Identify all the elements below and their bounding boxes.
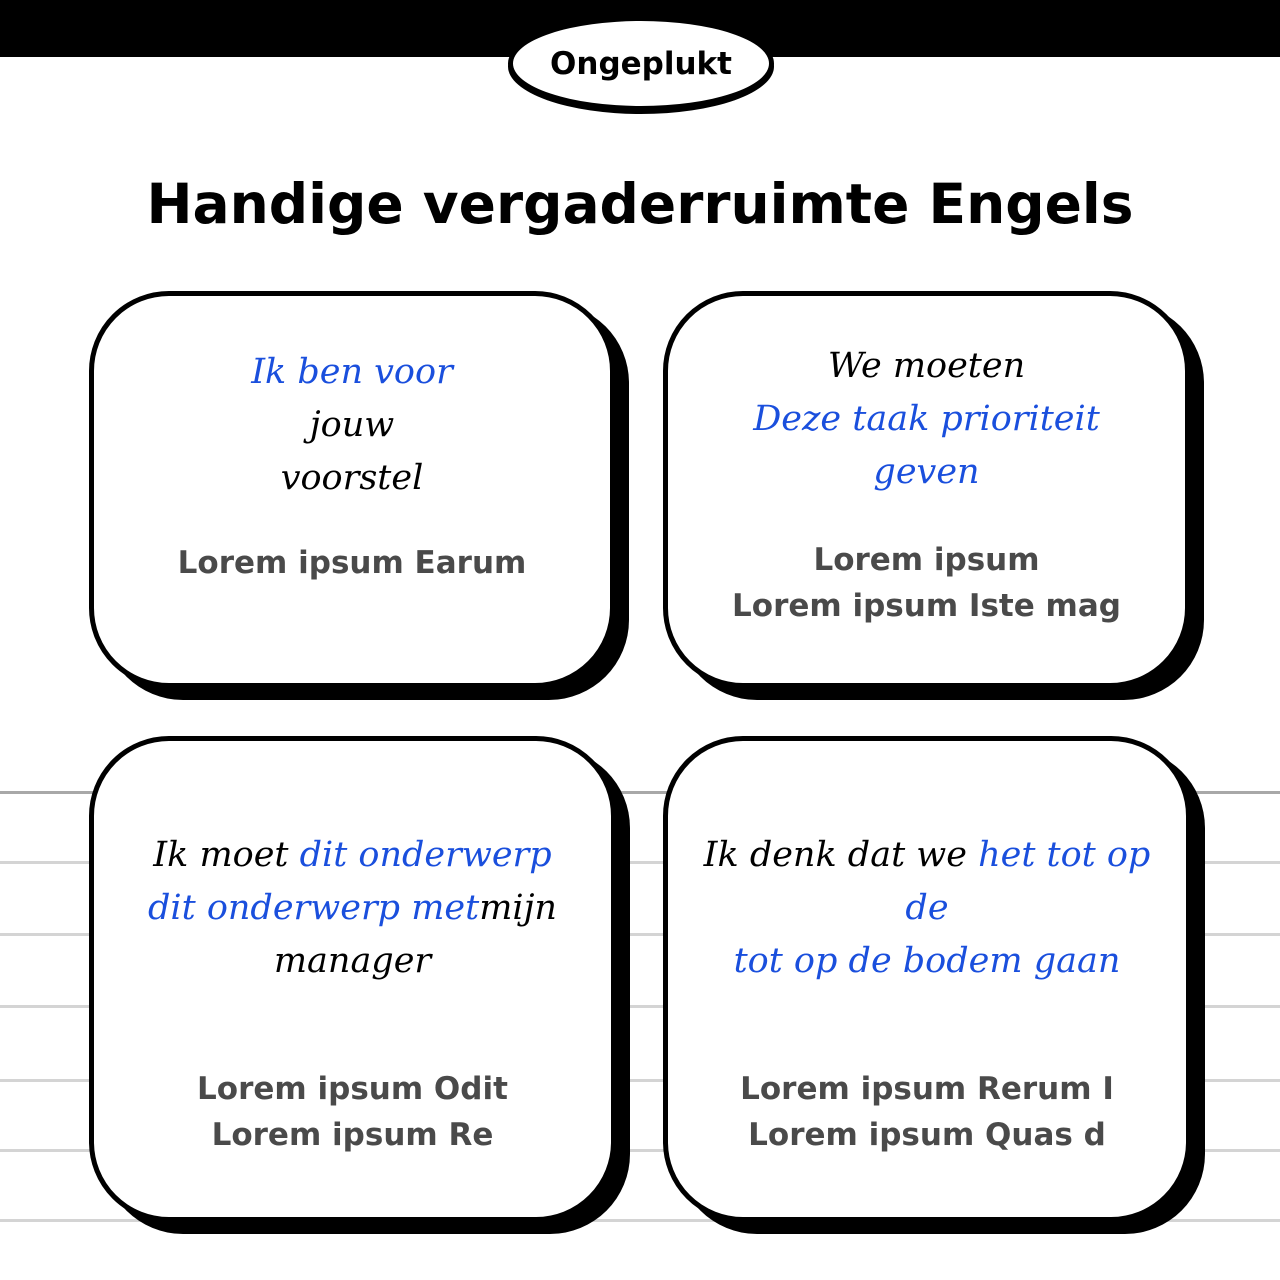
phrase: Ik denk dat we het tot op de tot op de bodem gaan <box>703 835 1151 981</box>
phrase-card-2 <box>663 291 1190 688</box>
phrase: Ik moet dit onderwerp dit onderwerp metmijn manager <box>148 835 557 981</box>
phrase: We moeten Deze taak prioriteit geven <box>753 346 1100 492</box>
phrase-card-4 <box>663 736 1191 1222</box>
subtext: Lorem ipsum Earum <box>177 545 527 581</box>
subtext: Lorem ipsum Rerum I Lorem ipsum Quas d <box>740 1071 1114 1153</box>
phrase-card-1 <box>89 291 615 688</box>
brand-badge: Ongeplukt <box>508 16 774 111</box>
phrase-card-3 <box>89 736 616 1222</box>
subtext: Lorem ipsum Lorem ipsum Iste mag <box>732 542 1121 624</box>
phrase: Ik ben voor jouw voorstel <box>251 352 453 498</box>
subtext: Lorem ipsum Odit Lorem ipsum Re <box>197 1071 508 1153</box>
page-title: Handige vergaderruimte Engels <box>146 172 1134 236</box>
